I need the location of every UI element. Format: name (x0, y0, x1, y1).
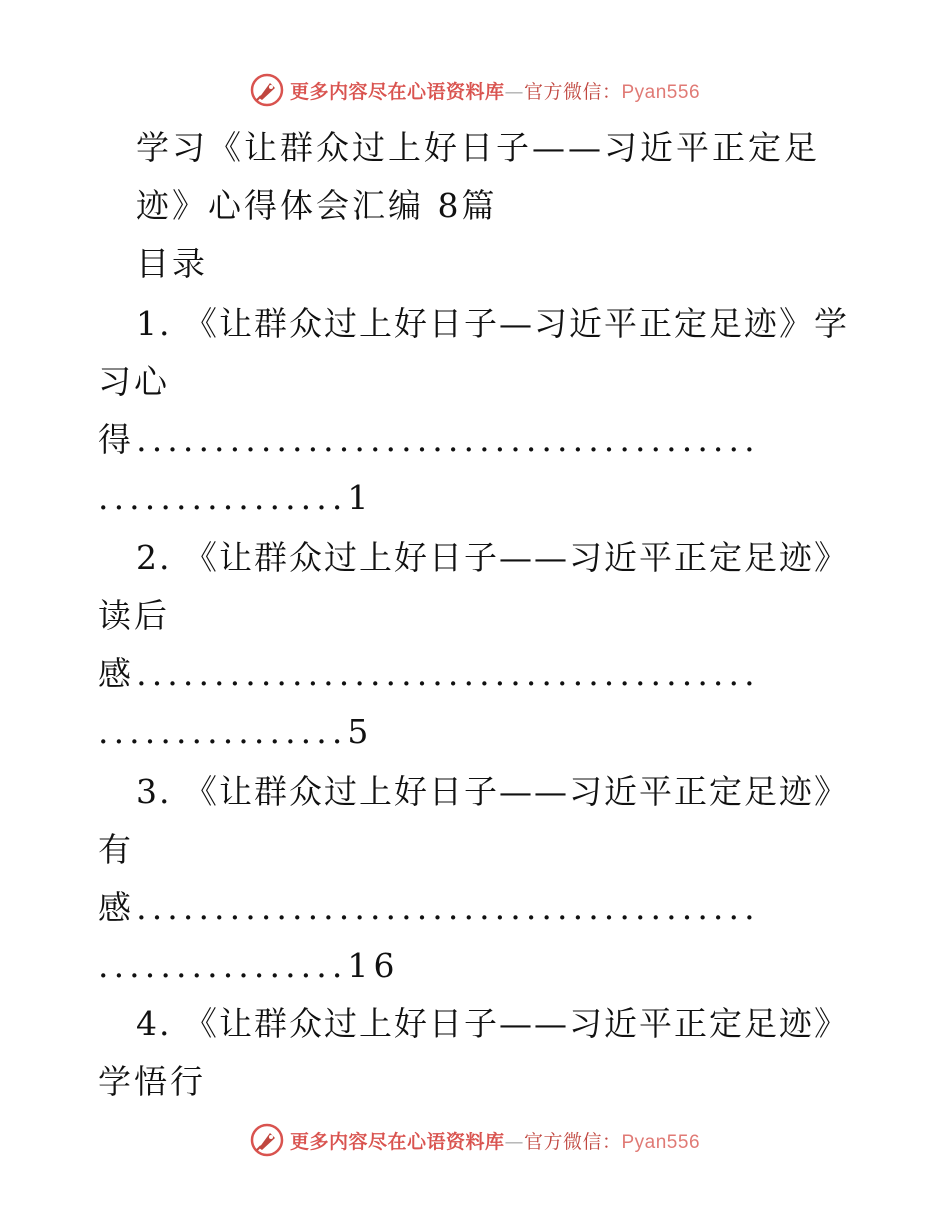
toc-item-1-page-number: ................1 (98, 478, 374, 517)
pen-nib-logo-icon (250, 1123, 284, 1157)
toc-item-3-title[interactable]: 3. 《让群众过上好日子——习近平正定足迹》 (136, 772, 849, 811)
toc-item-1-title[interactable]: 1. 《让群众过上好日子—习近平正定足迹》学 (136, 304, 849, 343)
toc-item-2-title-cont: 读后 (98, 596, 170, 635)
watermark-wechat-id: Pyan556 (621, 81, 701, 103)
watermark-official-label: 官方微信： (523, 1130, 622, 1153)
toc-heading: 目录 (136, 244, 208, 283)
toc-item-4-title[interactable]: 4. 《让群众过上好日子——习近平正定足迹》 (136, 1004, 849, 1043)
watermark-text (290, 77, 700, 104)
header-watermark (0, 70, 950, 110)
document-title-line-2: 迹》心得体会汇编 8篇 (136, 186, 498, 225)
toc-item-2-page-number: ................5 (98, 712, 374, 751)
toc-item-3-leader: 感........................................ (98, 888, 760, 927)
watermark-separator: — (504, 80, 524, 103)
watermark-text (290, 1127, 700, 1154)
watermark-main-text: 更多内容尽在心语资料库 (289, 1130, 505, 1153)
toc-item-2-leader: 感........................................ (98, 654, 760, 693)
toc-item-3-title-cont: 有 (98, 830, 134, 869)
toc-item-1-leader: 得........................................ (98, 420, 760, 459)
document-title-line-1: 学习《让群众过上好日子——习近平正定足 (136, 128, 820, 167)
toc-item-2-title[interactable]: 2. 《让群众过上好日子——习近平正定足迹》 (136, 538, 849, 577)
toc-item-1-title-cont: 习心 (98, 362, 170, 401)
watermark-wechat-id: Pyan556 (621, 1131, 701, 1153)
toc-item-3-page-number: ................16 (98, 946, 400, 985)
pen-nib-logo-icon (250, 73, 284, 107)
watermark-main-text: 更多内容尽在心语资料库 (289, 80, 505, 103)
watermark-separator: — (504, 1130, 524, 1153)
watermark-official-label: 官方微信： (523, 80, 622, 103)
toc-item-4-title-cont: 学悟行 (98, 1062, 206, 1101)
footer-watermark (0, 1120, 950, 1160)
